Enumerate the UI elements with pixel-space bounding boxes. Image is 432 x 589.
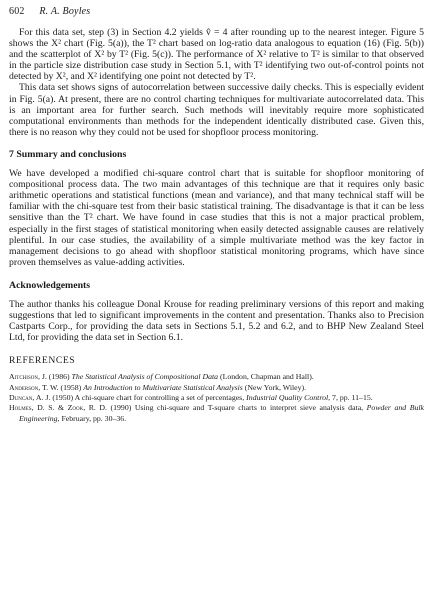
reference-title: An Introduction to Multivariate Statistical Analysis xyxy=(83,382,243,392)
reference-item xyxy=(9,393,424,403)
reference-journal: Industrial Quality Control xyxy=(246,393,329,403)
reference-item xyxy=(9,403,424,424)
section-heading-acknowledgements: Acknowledgements xyxy=(9,279,91,291)
reference-author: Holmes, D. S. & Zook, R. D. xyxy=(9,403,107,413)
body-text xyxy=(9,27,424,424)
running-author: R. A. Boyles xyxy=(39,6,91,17)
paragraph-autocorrelation: This data set shows signs of autocorrelation between successive daily checks. This is especially evident in Fig. 5(a). At present, there are no control charting techniques for multivariate autocorrelated data. This is an important area for further search. Such methods will inevitably require more sophisticated computational environments than methods for the independent identically distributed case. Given this, there is no reason why they could not be used for shopfloor process monitoring. xyxy=(9,82,424,138)
reference-author: Anderson, T. W. xyxy=(9,382,59,392)
reference-item xyxy=(9,383,424,393)
reference-pages: , February, pp. 30–36. xyxy=(57,413,127,423)
paragraph-summary: We have developed a modified chi-square control chart that is suitable for shopfloor monitoring of compositional process data. The two main advantages of this technique are that it requires only basic arithmetic operations and statistical functions (mean and variance), and that many technical staff will be familiar with the chi-square test from their basic statistical training. The disadvantage is that it can be less sensitive than the T² chart. We have found in case studies that this is not a major practical problem, especially in the first stages of statistical monitoring when easily detected assignable causes are relatively plentiful. In our case studies, the availability of a simple multivariate method was the key factor in management decisions to go ahead with shopfloor statistical monitoring programs, which have since proven themselves as value-adding activities. xyxy=(9,168,424,268)
running-header xyxy=(9,6,90,17)
reference-journal: Powder and Bulk Engineering xyxy=(19,403,424,423)
page-number: 602 xyxy=(9,6,25,17)
section-heading-summary: 7 Summary and conclusions xyxy=(9,148,127,160)
reference-publisher: (New York, Wiley). xyxy=(242,382,307,392)
reference-title: The Statistical Analysis of Compositional Data xyxy=(71,372,219,382)
reference-author: Aitchison, J. xyxy=(9,372,47,382)
reference-author: Duncan, A. J. xyxy=(9,393,51,403)
reference-article: Using chi-square and T-square charts to interpret sieve analysis data, xyxy=(134,403,367,413)
reference-year: (1950) xyxy=(50,393,75,403)
reference-list xyxy=(9,372,424,423)
reference-year: (1986) xyxy=(46,372,72,382)
reference-year: (1958) xyxy=(58,382,84,392)
paragraph-results: For this data set, step (3) in Section 4.2 yields v̂ = 4 after rounding up to the nearest integer. Figure 5 shows the X² chart (Fig. 5(a)), the T² chart based on log-ratio data analogous to equation (16) (Fig. 5(b)) and the scatterplot of X² by T² (Fig. 5(c)). The performance of X² relative to T² is similar to that observed in the particle size distribution case study in Section 5.1, with T² identifying two out-of-control points not detected by X², and X² identifying one point not detected by T². xyxy=(9,27,424,83)
reference-publisher: (London, Chapman and Hall). xyxy=(218,372,314,382)
reference-article: A chi-square chart for controlling a set of percentages, xyxy=(74,393,247,403)
references-heading: REFERENCES xyxy=(9,355,76,367)
paragraph-acknowledgements: The author thanks his colleague Donal Krouse for reading preliminary versions of this report and making suggestions that led to significant improvements in the content and presentation. Thanks also to Precision Castparts Corp., for providing the data sets in Sections 5.1, 5.2 and 6.2, and to BHP New Zealand Steel Ltd, for providing the data set in Section 6.1. xyxy=(9,298,424,344)
reference-pages: , 7, pp. 11–15. xyxy=(328,393,373,403)
reference-year: (1990) xyxy=(106,403,135,413)
reference-item xyxy=(9,372,424,382)
